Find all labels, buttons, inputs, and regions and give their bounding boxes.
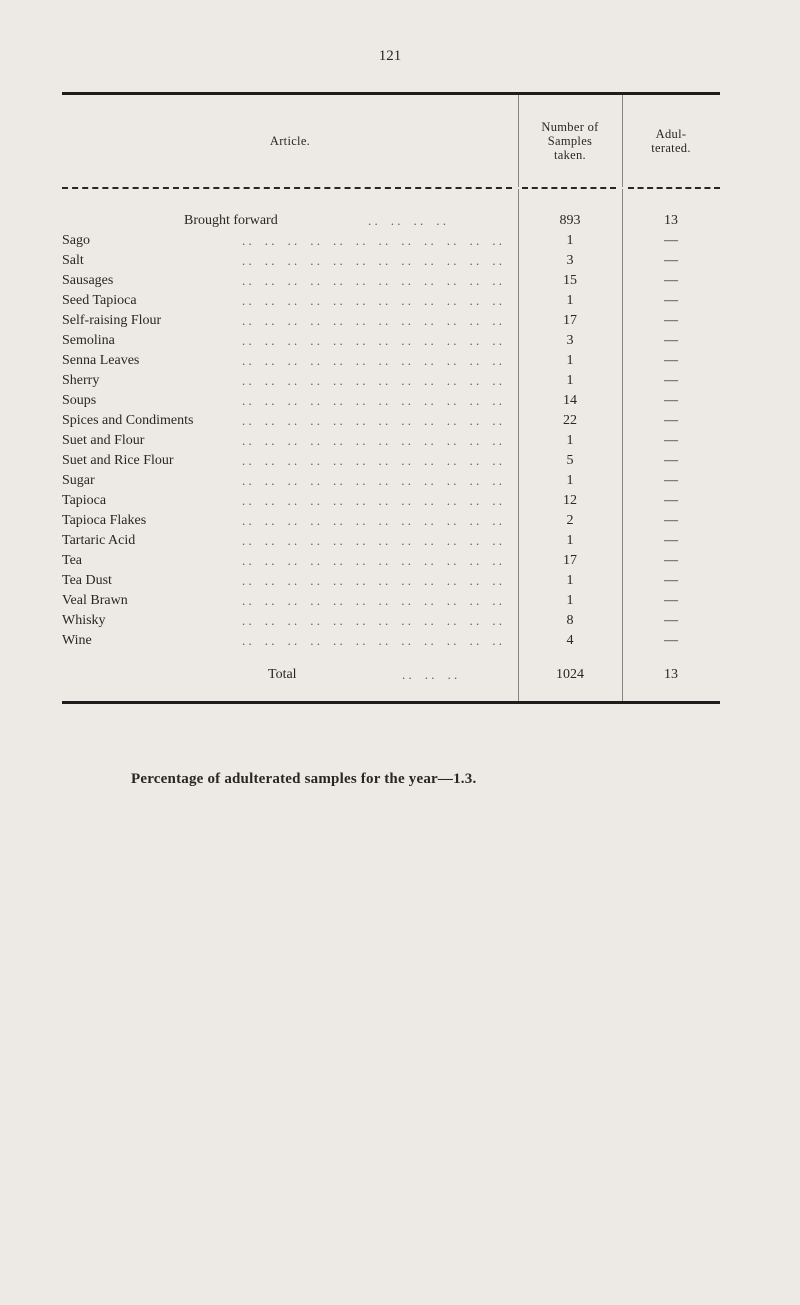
table-row — [62, 511, 720, 531]
leader-dots: . . . . . . . . . . . . . . . . . . . . . . . . — [242, 233, 502, 248]
samples-table — [62, 92, 720, 704]
article-name: Tartaric Acid — [62, 533, 136, 548]
samples-taken: 5 — [566, 453, 574, 468]
article-name: Spices and Condiments — [62, 413, 194, 428]
adulterated-count: — — [664, 473, 678, 488]
table-row — [62, 471, 720, 491]
adulterated-count: — — [664, 433, 678, 448]
brought-forward-label: Brought forward — [184, 213, 278, 228]
leader-dots: . . . . . . . . . . . . . . . . . . . . . . . . — [242, 593, 502, 608]
leader-dots: . . . . . . — [402, 667, 458, 682]
table-row — [62, 551, 720, 571]
samples-taken: 12 — [563, 493, 577, 508]
adulterated-count: — — [664, 353, 678, 368]
adulterated-count: — — [664, 413, 678, 428]
leader-dots: . . . . . . . . . . . . . . . . . . . . . . . . — [242, 613, 502, 628]
table-row — [62, 571, 720, 591]
samples-taken: 3 — [566, 333, 574, 348]
adulterated-count: — — [664, 553, 678, 568]
adulterated-count: — — [664, 493, 678, 508]
samples-taken: 1 — [566, 293, 574, 308]
article-name: Soups — [62, 393, 97, 408]
leader-dots: . . . . . . . . . . . . . . . . . . . . . . . . — [242, 413, 502, 428]
table-row — [62, 491, 720, 511]
article-name: Tea Dust — [62, 573, 112, 588]
samples-taken: 1 — [566, 373, 574, 388]
table-body — [62, 189, 720, 701]
adulterated-count: — — [664, 633, 678, 648]
table-row — [62, 451, 720, 471]
table-bottom-rule — [62, 701, 720, 704]
leader-dots: . . . . . . . . . . . . . . . . . . . . . . . . — [242, 353, 502, 368]
samples-taken: 1 — [566, 433, 574, 448]
article-name: Veal Brawn — [62, 593, 128, 608]
adulterated-count: — — [664, 273, 678, 288]
samples-taken: 17 — [563, 313, 577, 328]
table-row — [62, 251, 720, 271]
article-name: Seed Tapioca — [62, 293, 137, 308]
total-row — [62, 665, 720, 685]
header-samples-taken: Number of Samples taken. — [541, 120, 599, 162]
table-row — [62, 431, 720, 451]
table-row — [62, 351, 720, 371]
brought-forward-row — [62, 211, 720, 231]
samples-taken: 1 — [566, 593, 574, 608]
adulterated-count: — — [664, 513, 678, 528]
brought-forward-adulterated: 13 — [664, 213, 678, 228]
article-name: Tea — [62, 553, 83, 568]
article-name: Tapioca Flakes — [62, 513, 147, 528]
leader-dots: . . . . . . . . . . . . . . . . . . . . . . . . — [242, 533, 502, 548]
table-row — [62, 591, 720, 611]
article-name: Sherry — [62, 373, 100, 388]
table-row — [62, 371, 720, 391]
samples-taken: 1 — [566, 353, 574, 368]
samples-taken: 1 — [566, 573, 574, 588]
adulterated-count: — — [664, 333, 678, 348]
table-row — [62, 231, 720, 251]
page-number: 121 — [378, 48, 402, 64]
header-article: Article. — [269, 134, 311, 148]
leader-dots: . . . . . . . . . . . . . . . . . . . . . . . . — [242, 633, 502, 648]
article-name: Sugar — [62, 473, 95, 488]
samples-taken: 14 — [563, 393, 577, 408]
adulterated-count: — — [664, 233, 678, 248]
leader-dots: . . . . . . . . . . . . . . . . . . . . . . . . — [242, 473, 502, 488]
leader-dots: . . . . . . . . — [368, 213, 446, 228]
article-name: Senna Leaves — [62, 353, 140, 368]
leader-dots: . . . . . . . . . . . . . . . . . . . . . . . . — [242, 553, 502, 568]
adulterated-count: — — [664, 613, 678, 628]
total-adulterated: 13 — [664, 667, 678, 682]
samples-taken: 17 — [563, 553, 577, 568]
adulterated-count: — — [664, 573, 678, 588]
table-row — [62, 411, 720, 431]
adulterated-count: — — [664, 393, 678, 408]
adulterated-count: — — [664, 253, 678, 268]
article-name: Whisky — [62, 613, 106, 628]
adulterated-count: — — [664, 453, 678, 468]
leader-dots: . . . . . . . . . . . . . . . . . . . . . . . . — [242, 273, 502, 288]
adulterated-count: — — [664, 313, 678, 328]
adulterated-count: — — [664, 293, 678, 308]
brought-forward-samples: 893 — [559, 213, 581, 228]
leader-dots: . . . . . . . . . . . . . . . . . . . . . . . . — [242, 573, 502, 588]
table-header — [62, 95, 720, 187]
article-name: Suet and Rice Flour — [62, 453, 174, 468]
leader-dots: . . . . . . . . . . . . . . . . . . . . . . . . — [242, 253, 502, 268]
table-row — [62, 531, 720, 551]
article-name: Wine — [62, 633, 92, 648]
article-name: Semolina — [62, 333, 115, 348]
article-name: Self-raising Flour — [62, 313, 162, 328]
table-row — [62, 311, 720, 331]
table-row — [62, 271, 720, 291]
total-samples: 1024 — [556, 667, 584, 682]
leader-dots: . . . . . . . . . . . . . . . . . . . . . . . . — [242, 313, 502, 328]
samples-taken: 1 — [566, 473, 574, 488]
article-name: Salt — [62, 253, 84, 268]
samples-taken: 4 — [566, 633, 574, 648]
article-name: Suet and Flour — [62, 433, 145, 448]
table-row — [62, 331, 720, 351]
leader-dots: . . . . . . . . . . . . . . . . . . . . . . . . — [242, 433, 502, 448]
leader-dots: . . . . . . . . . . . . . . . . . . . . . . . . — [242, 453, 502, 468]
leader-dots: . . . . . . . . . . . . . . . . . . . . . . . . — [242, 393, 502, 408]
adulterated-count: — — [664, 593, 678, 608]
table-row — [62, 611, 720, 631]
samples-taken: 1 — [566, 233, 574, 248]
table-row — [62, 391, 720, 411]
samples-taken: 22 — [563, 413, 577, 428]
table-row — [62, 631, 720, 651]
leader-dots: . . . . . . . . . . . . . . . . . . . . . . . . — [242, 513, 502, 528]
samples-taken: 3 — [566, 253, 574, 268]
samples-taken: 2 — [566, 513, 574, 528]
article-name: Sausages — [62, 273, 114, 288]
leader-dots: . . . . . . . . . . . . . . . . . . . . . . . . — [242, 493, 502, 508]
samples-taken: 8 — [566, 613, 574, 628]
article-name: Sago — [62, 233, 90, 248]
samples-taken: 15 — [563, 273, 577, 288]
table-row — [62, 291, 720, 311]
samples-taken: 1 — [566, 533, 574, 548]
article-name: Tapioca — [62, 493, 107, 508]
total-label: Total — [268, 667, 297, 682]
leader-dots: . . . . . . . . . . . . . . . . . . . . . . . . — [242, 333, 502, 348]
adulterated-count: — — [664, 373, 678, 388]
header-adulterated: Adul- terated. — [651, 127, 691, 155]
leader-dots: . . . . . . . . . . . . . . . . . . . . . . . . — [242, 293, 502, 308]
leader-dots: . . . . . . . . . . . . . . . . . . . . . . . . — [242, 373, 502, 388]
adulteration-percentage-note: Percentage of adulterated samples for the year—1.3. — [131, 771, 477, 787]
adulterated-count: — — [664, 533, 678, 548]
